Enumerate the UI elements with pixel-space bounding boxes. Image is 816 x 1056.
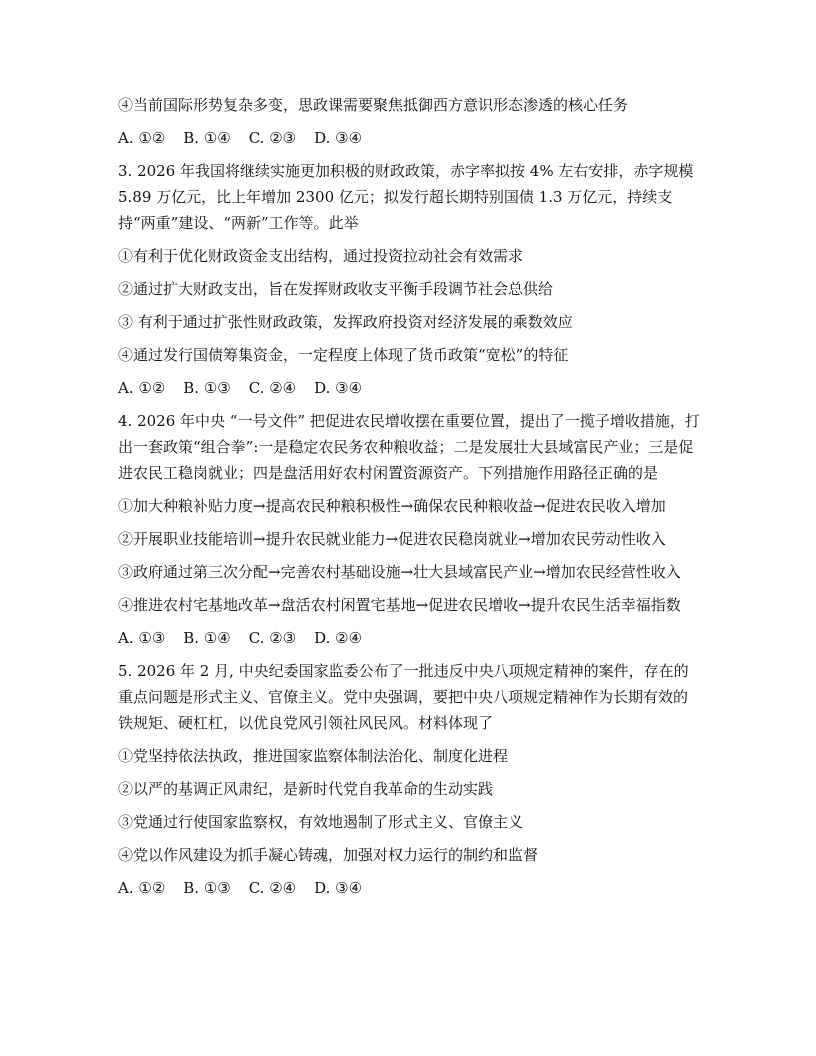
- question-4-answers: [118, 625, 700, 651]
- answer-b: B. ①④: [183, 629, 231, 647]
- question-5-option-3: ③党通过行使国家监察权，有效地遏制了形式主义、官僚主义: [118, 813, 524, 831]
- answer-a: A. ①②: [118, 129, 166, 147]
- question-4-option-4: ④推进农村宅基地改革→盘活农村闲置宅基地→促进农民增收→提升农民生活幸福指数: [118, 596, 681, 614]
- answer-b: B. ①④: [183, 129, 231, 147]
- question-3-option-1: ①有利于优化财政资金支出结构，通过投资拉动社会有效需求: [118, 247, 524, 265]
- question-3-answers: [118, 375, 700, 401]
- question-4-stem: 4. 2026 年中央 “一号文件” 把促进农民增收摆在重要位置，提出了一揽子增收措施，打出一套政策“组合拳”:一是稳定农民务农种粮收益；二是发展壮大县域富民产业；三是促进农民工稳岗就业；四是盘活用好农村闲置资源资产。下列措施作用路径正确的是: [118, 412, 700, 482]
- answer-d: D. ③④: [314, 129, 363, 147]
- question-3-option-3: ③ 有利于通过扩张性财政政策，发挥政府投资对经济发展的乘数效应: [118, 313, 573, 331]
- question-5-answers: [118, 875, 700, 901]
- question-3-stem: 3. 2026 年我国将继续实施更加积极的财政政策，赤字率拟按 4% 左右安排，赤字规模 5.89 万亿元，比上年增加 2300 亿元；拟发行超长期特别国债 1.3 万亿元，持续支持“两重”建设、“两新”工作等。此举: [118, 162, 694, 232]
- answer-b: B. ①③: [183, 879, 231, 897]
- question-3-option-4: ④通过发行国债筹集资金，一定程度上体现了货币政策“宽松”的特征: [118, 346, 569, 364]
- option-4: ④当前国际形势复杂多变，思政课需要聚焦抵御西方意识形态渗透的核心任务: [118, 96, 629, 114]
- question-3-option-2: ②通过扩大财政支出，旨在发挥财政收支平衡手段调节社会总供给: [118, 280, 554, 298]
- question-4-option-1: ①加大种粮补贴力度→提高农民种粮积极性→确保农民种粮收益→促进农民收入增加: [118, 497, 666, 515]
- answer-choices: [118, 125, 700, 151]
- answer-d: D. ③④: [314, 879, 363, 897]
- question-4-option-2: ②开展职业技能培训→提升农民就业能力→促进农民稳岗就业→增加农民劳动性收入: [118, 530, 666, 548]
- answer-a: A. ①②: [118, 879, 166, 897]
- answer-c: C. ②③: [248, 629, 297, 647]
- answer-c: C. ②③: [248, 129, 297, 147]
- answer-d: D. ③④: [314, 379, 363, 397]
- answer-c: C. ②④: [248, 379, 297, 397]
- exam-page: [118, 92, 700, 908]
- answer-b: B. ①③: [183, 379, 231, 397]
- question-4-option-3: ③政府通过第三次分配→完善农村基础设施→壮大县域富民产业→增加农民经营性收入: [118, 563, 681, 581]
- answer-a: A. ①②: [118, 379, 166, 397]
- answer-d: D. ②④: [314, 629, 363, 647]
- answer-a: A. ①③: [118, 629, 166, 647]
- question-5-option-2: ②以严的基调正风肃纪，是新时代党自我革命的生动实践: [118, 780, 494, 798]
- answer-c: C. ②④: [248, 879, 297, 897]
- question-5-stem: 5. 2026 年 2 月, 中央纪委国家监委公布了一批违反中央八项规定精神的案件，存在的重点问题是形式主义、官僚主义。党中央强调，要把中央八项规定精神作为长期有效的铁规矩、硬杠杠，以优良党风引领社风民风。材料体现了: [118, 662, 689, 732]
- question-5-option-1: ①党坚持依法执政，推进国家监察体制法治化、制度化进程: [118, 747, 509, 765]
- question-5-option-4: ④党以作风建设为抓手凝心铸魂，加强对权力运行的制约和监督: [118, 846, 539, 864]
